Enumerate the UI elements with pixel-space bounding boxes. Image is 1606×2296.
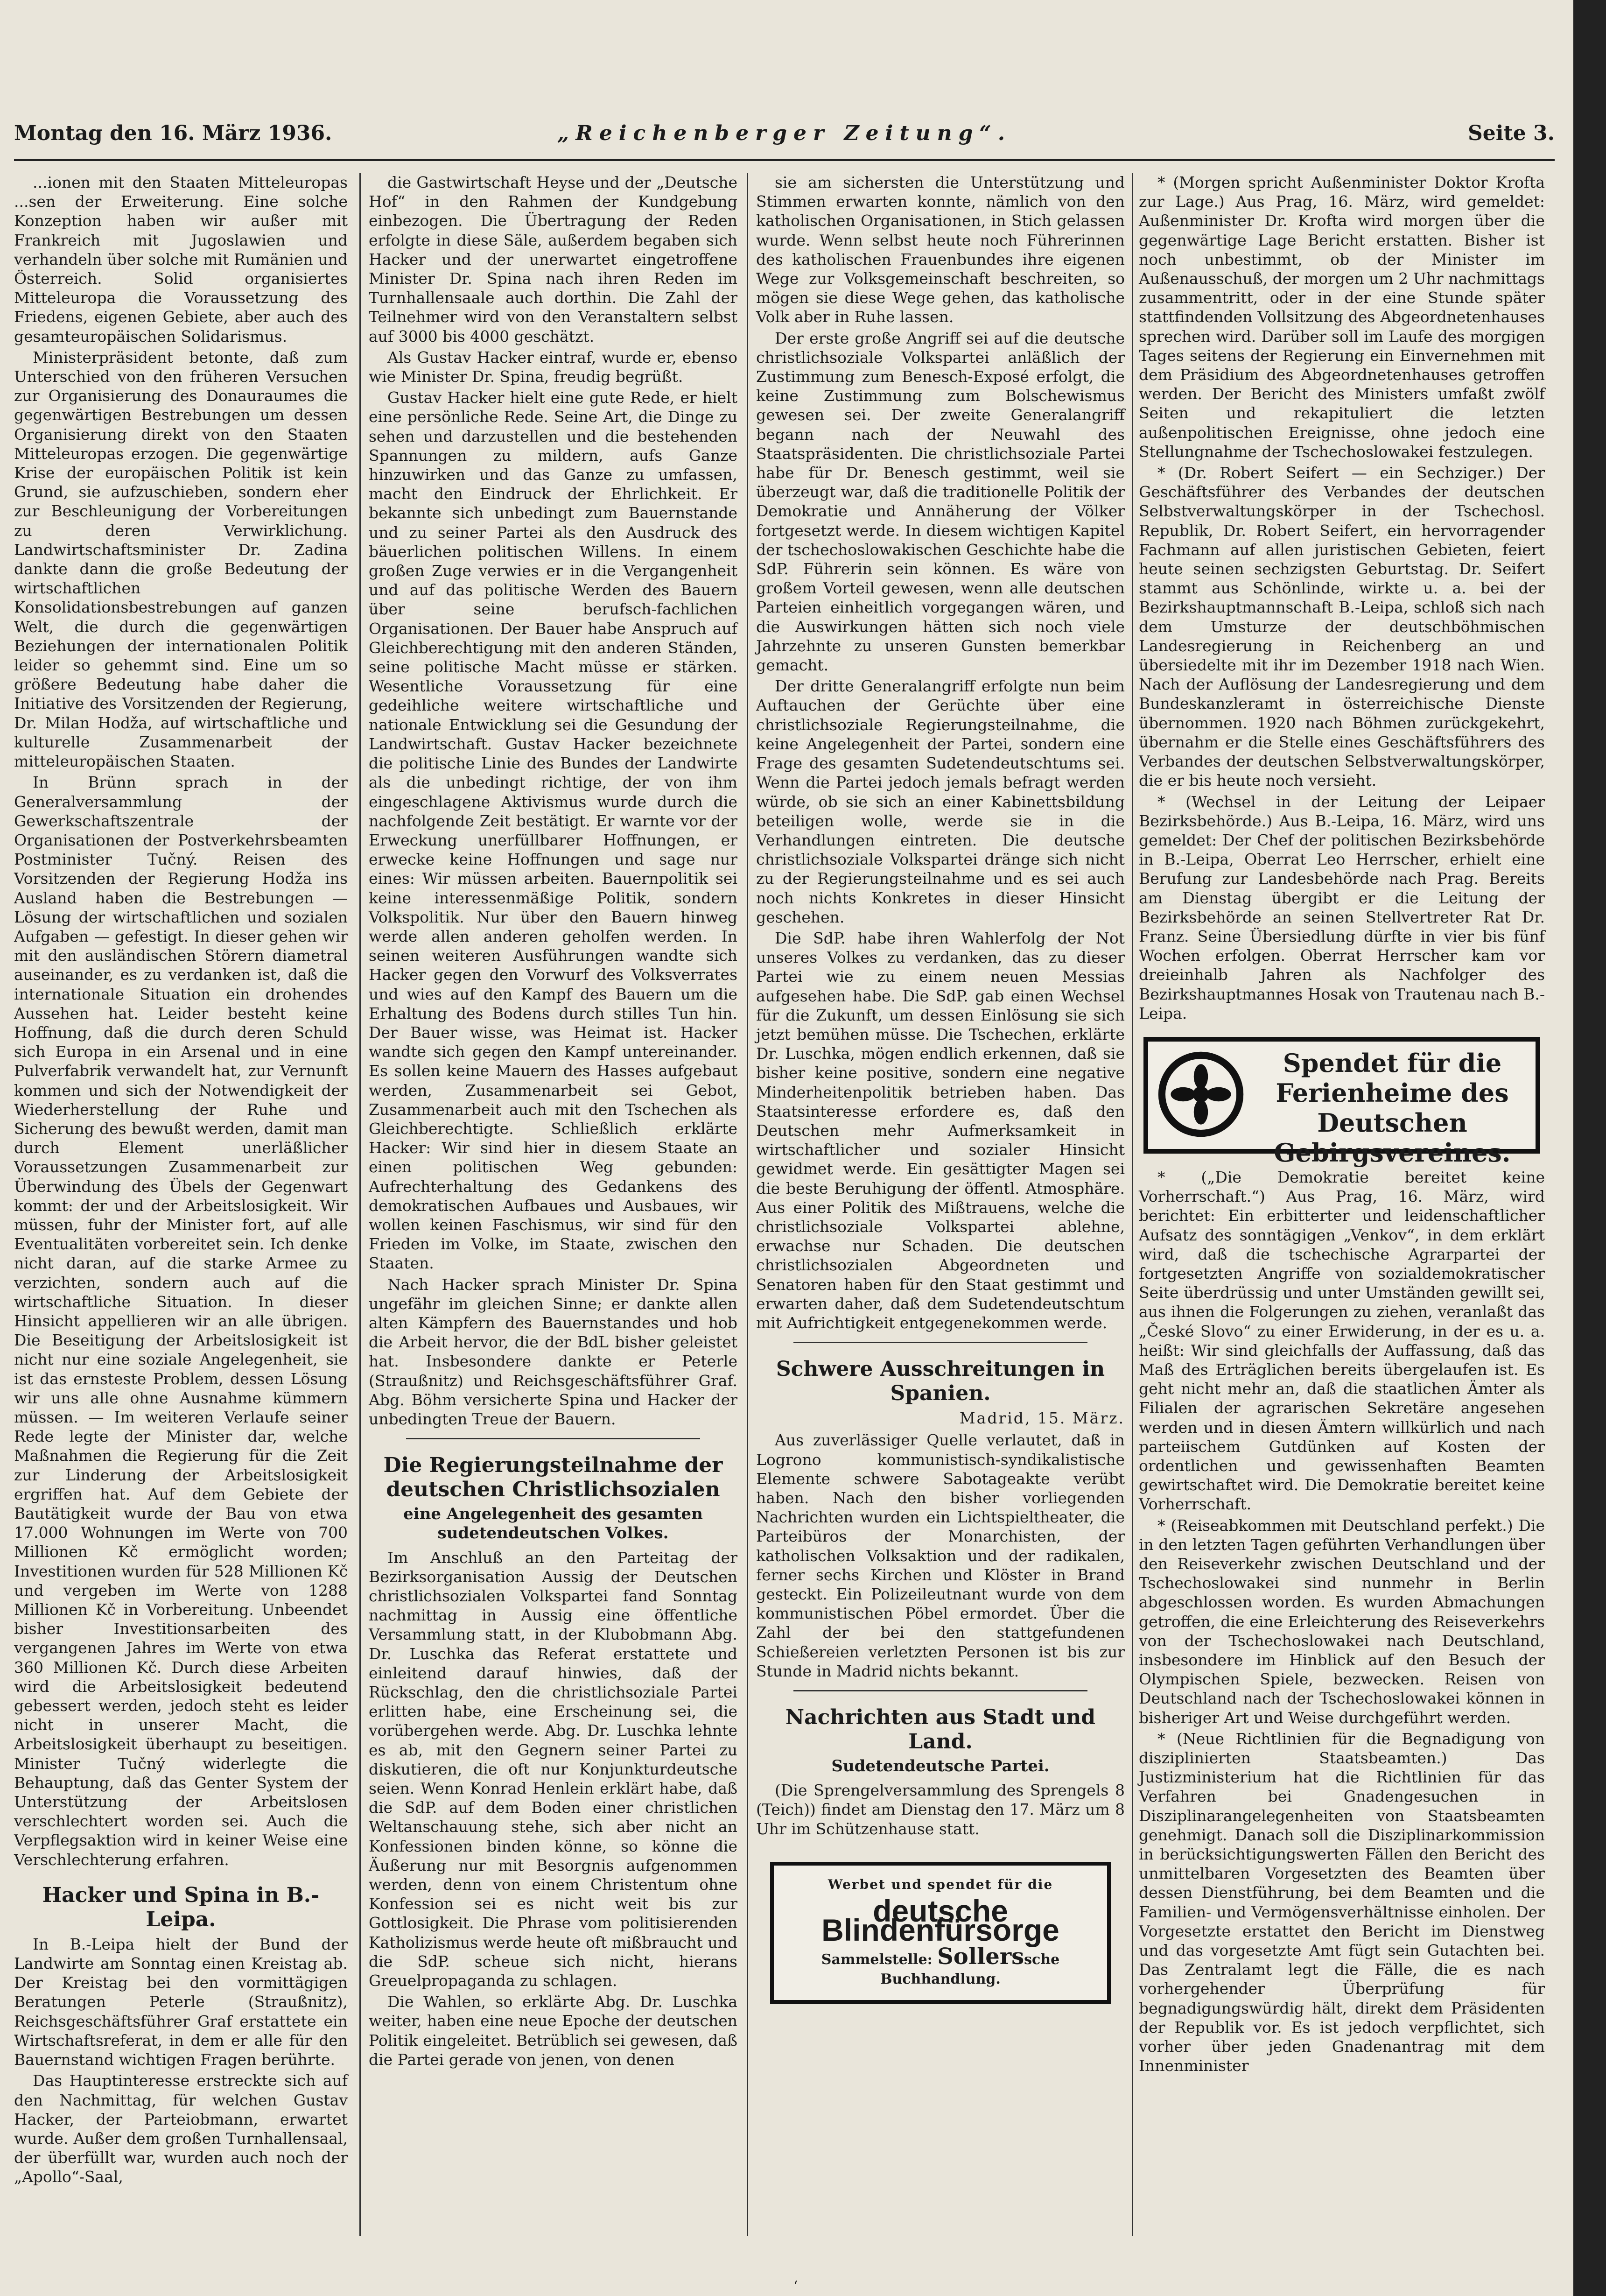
article-paragraph: Ministerpräsident betonte, daß zum Unterschied von den früheren Versuchen zur Organisierung des Donauraumes die gegenwärtigen Bestrebungen um dessen Organisierung direkt von den Staaten Mitteleuropas erzogen. Die gegenwärtige Krise der europäischen Politik ist kein Grund, sie aufzuschieben, sondern eher zur Beschleunigung der Vorbereitungen zu deren Verwirklichung. Landwirtschaftsminister Dr. Zadina dankte dann die große Bedeutung der wirtschaftlichen Konsolidationsbestrebungen auf ganzen Welt, die durch die gegenwärtigen Beziehungen der internationalen Politik leider so gehemmt sind. Eine um so größere Bedeutung habe daher die Initiative des Vorsitzenden der Regierung, Dr. Milan Hodža, auf wirtschaftliche und kulturelle Zusammenarbeit der mitteleuropäischen Staaten. [14, 348, 348, 771]
article-paragraph: die Gastwirtschaft Heyse und der „Deutsche Hof“ in den Rahmen der Kundgebung einbezogen. Die Übertragung der Reden erfolgte in diese Säle, außerdem begaben sich Hacker und der unerwartet eingetroffene Minister Dr. Spina nach ihren Reden im Turnhallensaale auch dorthin. Die Zahl der Teilnehmer wird von den Veranstaltern selbst auf 3000 bis 4000 geschätzt. [369, 173, 737, 345]
article-paragraph: Der dritte Generalangriff erfolgte nun beim Auftauchen der Gerüchte über eine christlichsoziale Regierungsteilnahme, die keine Angelegenheit der Partei, sondern eine Frage des gesamten Sudetendeutschtums sei. Wenn die Partei jedoch jemals befragt werden würde, ob sie sich an einer Kabinettsbildung beteiligen wolle, werde sie in die Verhandlungen eintreten. Die deutsche christlichsoziale Volkspartei dränge sich nicht zu der Regierungsteilnahme und es sei auch noch nichts Konkretes in dieser Hinsicht geschehen. [756, 677, 1125, 926]
news-item: * („Die Demokratie bereitet keine Vorherrschaft.“) Aus Prag, 16. März, wird berichtet: Ein erbitterter und leidenschaftlicher Aufsatz des sonntägigen „Venkov“, in dem erklärt wird, daß die tschechische Agrarpartei der fortgesetzten Angriffe von sozialdemokratischer Seite überdrüssig und unter Umständen gewillt sei, aus ihnen die Folgerungen zu ziehen, veranlaßt das „České Slovo“ zu einer Erwiderung, in der es u. a. heißt: Wir sind gleichfalls der Auffassung, daß das Maß des Erträglichen bereits übergelaufen ist. Es geht nicht mehr an, daß die staatlichen Ämter als Filialen der agrarischen Sekretäre angesehen werden und in diesen Ämtern willkürlich und nach parteiischem Gutdünken auf Kosten der ordentlichen und gewissenhaften Beamten gewirtschaftet wird. Die Demokratie bereitet keine Vorherrschaft. [1139, 1168, 1545, 1514]
article-paragraph: Nach Hacker sprach Minister Dr. Spina ungefähr im gleichen Sinne; er dankte allen alten Kämpfern des Bauernstandes und hob die Arbeit hervor, die der BdL bisher geleistet hat. Insbesondere dankte er Peterle (Straußnitz) und Reichsgeschäftsführer Graf. Abg. Böhm versicherte Spina und Hacker der unbedingten Treue der Bauern. [369, 1275, 737, 1428]
ad-footer [783, 1944, 1098, 1988]
article-paragraph: ...ionen mit den Staaten Mitteleuropas ...sen der Erweiterung. Eine solche Konzeption haben wir außer mit Frankreich mit Jugoslawien und verhandeln über solche mit Rumänien und Österreich. Solid organisiertes Mitteleuropa die Voraussetzung des Friedens, eigenen Gebiete, aber auch des gesamteuropäischen Solidarismus. [14, 173, 348, 345]
column-rule [359, 173, 361, 2236]
article-paragraph: Die SdP. habe ihren Wahlerfolg der Not unseres Volkes zu verdanken, das zu dieser Partei wie zu einem neuen Messias aufgesehen habe. Die SdP. gab einen Wechsel für die Zukunft, um dessen Einlösung sie sich jetzt bemühen müsse. Die Tschechen, erklärte Dr. Luschka, mögen endlich erkennen, daß sie bisher keine positive, sondern eine negative Minderheitenpolitik betrieben haben. Das Staatsinteresse erfordere es, daß den Deutschen mehr Aufmerksamkeit in wirtschaftlicher und sozialer Hinsicht gewidmet werde. Ein gesättigter Magen sei die beste Beruhigung der öffentl. Atmosphäre. Aus einer Politik des Mißtrauens, welche die christlichsoziale Volkspartei ablehne, erwachse nur Schaden. Die deutschen christlichsozialen Abgeordneten und Senatoren haben für den Staat gestimmt und erwarten daher, daß dem Sudetendeutschtum mit Aufrichtigkeit entgegenekommen werde. [756, 929, 1125, 1332]
ad-shop-name: Sollers [937, 1944, 1024, 1970]
article-paragraph: Aus zuverlässiger Quelle verlautet, daß in Logrono kommunistisch-syndikalistische Elemente schwere Sabotageakte verübt haben. Nach den bisher vorliegenden Nachrichten wurden ein Lichtspieltheater, die Parteibüros der Monarchisten, der katholischen Volksaktion und der radikalen, ferner sechs Kirchen und Klöster in Brand gesteckt. Ein Polizeileutnant wurde von dem kommunistischen Pöbel ermordet. Über die Zahl der bei den stattgefundenen Schießereien verletzten Personen ist bis zur Stunde in Madrid nichts bekannt. [756, 1431, 1125, 1680]
divider [406, 1438, 700, 1439]
page-header [14, 117, 1555, 161]
ad-shop-suffix: sche Buchhandlung. [880, 1951, 1060, 1987]
footer-mark: ‘ [793, 2278, 798, 2295]
article-paragraph: Als Gustav Hacker eintraf, wurde er, ebenso wie Minister Dr. Spina, freudig begrüßt. [369, 348, 737, 386]
news-item: * (Morgen spricht Außenminister Doktor Krofta zur Lage.) Aus Prag, 16. März, wird gemeldet: Außenminister Dr. Krofta wird morgen über die gegenwärtige Lage Bericht erstatten. Bisher ist noch unbestimmt, ob der Minister im Außenausschuß, der morgen um 2 Uhr nachmittags zusammentritt, oder in der eine Stunde später stattfindenden Vollsitzung des Abgeordnetenhauses sprechen wird. Darüber soll im Laufe des morgigen Tages seitens der Regierung ein Einvernehmen mit dem Präsidium des Abgeordnetenhauses getroffen werden. Der Bericht des Ministers umfaßt zwölf Seiten und rekapituliert die letzten außenpolitischen Ereignisse, ohne jedoch eine Stellungnahme der Tschechoslowakei festzulegen. [1139, 173, 1545, 461]
divider [793, 1690, 1087, 1691]
page-number: Seite 3. [1467, 121, 1555, 145]
article-title: Hacker und Spina in B.-Leipa. [42, 1883, 320, 1931]
article-paragraph: Das Hauptinteresse erstreckte sich auf den Nachmittag, für welchen Gustav Hacker, der Parteiobmann, erwartet wurde. Außer dem großen Turnhallensaal, der überfüllt war, wurden auch noch der „Apollo“-Saal, [14, 2071, 348, 2186]
column-3 [756, 173, 1125, 2004]
column-2 [369, 173, 737, 2071]
section-title: Nachrichten aus Stadt und Land. [785, 1705, 1096, 1754]
divider [793, 1342, 1087, 1343]
article-paragraph: sie am sichersten die Unterstützung und Stimmen erwarten konnte, nämlich von den katholischen Organisationen, in Stich gelassen wurde. Wenn selbst heute noch Führerinnen des katholischen Frauenbundes ihre eigenen Wege zur Volksgemeinschaft beschreiten, so mögen sie diese Wege gehen, das katholische Volk aber in Ruhe lassen. [756, 173, 1125, 326]
article-paragraph: In Brünn sprach in der Generalversammlung der Gewerkschaftszentrale der Organisationen der Postverkehrsbeamten Postminister Tučný. Reisen des Vorsitzenden der Regierung Hodža ins Ausland haben die Bestrebungen — Lösung der wirtschaftlichen und sozialen Aufgaben — gefestigt. In dieser gehen wir mit den ausländischen Störern diametral auseinander, es zu verdanken ist, daß die internationale Situation ein drohendes Aussehen hat. Leider besteht keine Hoffnung, daß die durch deren Schuld sich Europa in ein Arsenal und in eine Pulverfabrik verwandelt hat, zur Vernunft kommen und sich der Notwendigkeit der Wiederherstellung der Ruhe und Sicherung des bewußt werden, damit man durch Element unerläßlicher Voraussetzungen Zusammenarbeit zur Überwindung des Übels der Gegenwart kommt: der und der Arbeitslosigkeit. Wir müssen, fuhr der Minister fort, auf alle Eventualitäten vorbereitet sein. Ich denke nicht daran, auf die starke Armee zu verzichten, sondern auch auf die wirtschaftliche Situation. In dieser Hinsicht appellieren wir an alle übrigen. Die Beseitigung der Arbeitslosigkeit ist nicht nur eine soziale Angelegenheit, sie ist das ernsteste Problem, dessen Lösung wir uns alle ohne Ausnahme kümmern müssen. — Im weiteren Verlaufe seiner Rede legte der Minister dar, welche Maßnahmen die Regierung für die Zeit zur Linderung der Arbeitslosigkeit ergriffen hat. Auf dem Gebiete der Bautätigkeit wurde der Bau von etwa 17.000 Wohnungen im Werte von 700 Millionen Kč ermöglicht worden; Investitionen wurden für 528 Millionen Kč und vergeben im Werte von 1288 Millionen Kč in Vorbereitung. Unbeendet bisher Investitionsarbeiten des vergangenen Jahres im Werte von etwa 360 Millionen Kč. Durch diese Arbeiten wird die Arbeitslosigkeit bedeutend gebessert werden, jedoch steht es leider nicht in unserer Macht, die Arbeitslosigkeit überhaupt zu beseitigen. Minister Tučný widerlegte die Behauptung, daß das Genter System der Unterstützung der Arbeitslosen verschlechtert worden sei. Auch die Verpflegsaktion wird in keiner Weise eine Verschlechterung erfahren. [14, 773, 348, 1869]
scan-edge [1573, 0, 1606, 2296]
news-item: * (Neue Richtlinien für die Begnadigung von disziplinierten Staatsbeamten.) Das Justizministerium hat die Richtlinien für das Verfahren bei Gnadengesuchen in Disziplinarangelegenheiten von Staatsbeamten genehmigt. Danach soll die Disziplinarkommission in berücksichtigungswerten Fällen den Bericht des unmittelbaren Vorgesetzten des Beamten über dessen Dienstführung, bei dem Beamten und die Familien- und Vermögensverhältnisse einholen. Der Vorgesetzte erstattet den Bericht im Dienstweg und das vorgesetzte Amt fügt sein Gutachten bei. Das Zentralamt legt die Fälle, die es nach vorhergehender Überprüfung für begnadigungswürdig hält, direkt dem Präsidenten der Republik vor. Es ist jedoch verpflichtet, sich vorher über jeden Gnadenantrag mit dem Innenminister [1139, 1729, 1545, 2075]
article-paragraph: Im Anschluß an den Parteitag der Bezirksorganisation Aussig der Deutschen christlichsozialen Volkspartei fand Sonntag nachmittag in Aussig eine öffentliche Versammlung statt, in der Klubobmann Abg. Dr. Luschka das Referat erstattete und einleitend darauf hinwies, daß der Rückschlag, den die christlichsoziale Partei erlitten habe, eine Erscheinung sei, die vorübergehen werde. Abg. Dr. Luschka lehnte es ab, mit den Gegnern seiner Partei zu diskutieren, die oft nur Konjunkturdeutsche seien. Wenn Konrad Henlein erklärt habe, daß die SdP. auf dem Boden einer christlichen Weltanschauung stehe, sich aber nicht an Konfessionen binden könne, so könne die Äußerung nur mit Besorgnis aufgenommen werden, denn von einem Christentum ohne Konfession sei es nicht weit bis zur Gottlosigkeit. Die Phrase vom politisierenden Katholizismus werde heute oft mißbraucht und die SdP. scheue sich nicht, hierans Greuelpropaganda zu schlagen. [369, 1548, 737, 1990]
advertisement-blindenfuersorge [770, 1862, 1111, 2004]
article-title: Die Regierungsteilnahme der deutschen Christlichsozialen [383, 1453, 723, 1502]
ad-label: Sammelstelle: [821, 1951, 933, 1968]
article-title: Schwere Ausschreitungen in Spanien. [776, 1357, 1105, 1406]
article-paragraph: In B.-Leipa hielt der Bund der Landwirte am Sonntag einen Kreistag ab. Der Kreistag bei den vormittägigen Beratungen Peterle (Straußnitz), Reichsgeschäftsführer Graf erstattete ein Wirtschaftsreferat, in dem er alle für den Bauernstand wichtigen Fragen berührte. [14, 1935, 348, 2069]
ad-text: Spendet für die Ferienheime des Deutschen Gebirgsvereines. [1274, 1048, 1511, 1168]
article-paragraph: Der erste große Angriff sei auf die deutsche christlichsoziale Volkspartei anläßlich der Zustimmung zum Benesch-Exposé erfolgt, die keine Zustimmung zum Bolschewismus gewesen sei. Der zweite Generalangriff begann nach der Neuwahl des Staatspräsidenten. Die christlichsoziale Partei habe für Dr. Benesch gestimmt, weil sie überzeugt war, daß die traditionelle Politik der Demokratie und Annäherung der Völker fortgesetzt werde. In diesem wichtigen Kapitel der tschechoslowakischen Geschichte habe die SdP. Führerin sein können. Es wäre von großem Vorteil gewesen, wenn alle deutschen Parteien einheitlich vorgegangen wären, und die Auswirkungen hätten sich noch viele Jahrzehnte zu unseren Gunsten bemerkbar gemacht. [756, 329, 1125, 675]
section-subtitle: Sudetendeutsche Partei. [831, 1757, 1050, 1776]
article-paragraph: Die Wahlen, so erklärte Abg. Dr. Luschka weiter, haben eine neue Epoche der deutschen Politik eingeleitet. Betrüblich sei gewesen, daß die Partei gerade von jenen, von denen [369, 1993, 737, 2069]
column-rule [747, 173, 748, 2236]
news-item: * (Wechsel in der Leitung der Leipaer Bezirksbehörde.) Aus B.-Leipa, 16. März, wird uns gemeldet: Der Chef der politischen Bezirksbehörde in B.-Leipa, Oberrat Leo Herrscher, erhielt eine Berufung zur Landesbehörde nach Prag. Bereits am Dienstag übergibt er die Leitung der Bezirksbehörde an seinen Stellvertreter Rat Dr. Franz. Seine Übersiedlung dürfte in vier bis fünf Wochen erfolgen. Oberrat Herrscher kam vor dreieinhalb Jahren als Nachfolger des Bezirkshauptmannes Hosak von Trautenau nach B.-Leipa. [1139, 792, 1545, 1022]
article-subtitle: eine Angelegenheit des gesamten sudetendeutschen Volkes. [403, 1505, 703, 1543]
column-rule [1132, 173, 1133, 2236]
column-4 [1139, 173, 1545, 2077]
news-item: * (Reiseabkommen mit Deutschland perfekt.) Die in den letzten Tagen geführten Verhandlungen über den Reiseverkehr zwischen Deutschland und der Tschechoslowakei sind nunmehr in Berlin abgeschlossen worden. Es wurden Abmachungen getroffen, die eine Erleichterung des Reiseverkehrs von der Tschechoslowakei nach Deutschland, insbesondere im Hinblick auf den Besuch der Olympischen Spiele, bezwecken. Reisen von Deutschland nach der Tschechoslowakei können in bisheriger Art und Weise durchgeführt werden. [1139, 1516, 1545, 1727]
ad-headline: deutsche Blindenfürsorge [821, 1894, 1059, 1948]
edelweiss-emblem-icon [1157, 1050, 1245, 1139]
article-paragraph: Gustav Hacker hielt eine gute Rede, er hielt eine persönliche Rede. Seine Art, die Dinge zu sehen und darzustellen und die bestehenden Spannungen zu mildern, aufs Ganze hinzuwirken und das Ganze zu umfassen, macht den Eindruck der Ehrlichkeit. Er bekannte sich unbedingt zum Bauernstande und zu seiner Partei als den Ausdruck des bäuerlichen politischen Willens. In einem großen Zuge verwies er in die Vergangenheit und auf das politische Werden des Bauern über seine berufsch-fachlichen Organisationen. Der Bauer habe Anspruch auf Gleichberechtigung mit den anderen Ständen, seine politische Macht müsse er stärken. Wesentliche Voraussetzung für eine gedeihliche weitere wirtschaftliche und nationale Entwicklung sei die Gesundung der Landwirtschaft. Gustav Hacker bezeichnete die politische Linie des Bundes der Landwirte als die unbedingt richtige, der von ihm eingeschlagene Aktivismus wurde durch die nachfolgende Zeit bestätigt. Er warnte vor der Erweckung unerfüllbarer Hoffnungen, er erwecke keine Hoffnungen und sage nur eines: Wir müssen arbeiten. Bauernpolitik sei keine interessenmäßige Politik, sondern Volkspolitik. Nur über den Bauern hinweg werde allen anderen geholfen werden. In seinen weiteren Ausführungen wandte sich Hacker gegen den Vorwurf des Volksverrates und wies auf den Kampf des Bauern um die Erhaltung des Bodens durch stilles Tun hin. Der Bauer wisse, was Heimat ist. Hacker wandte sich gegen den Kampf untereinander. Es sollen keine Mauern des Hasses aufgebaut werden, Zusammenarbeit sei Gebot, Zusammenarbeit auch mit den Tschechen als Gleichberechtigte. Schließlich erklärte Hacker: Wir sind hier in diesem Staate an einen politischen Weg gebunden: Aufrechterhaltung des Gedankens des demokratischen Aufbaues und Ausbaues, wir wollen keinen Faschismus, wir sind für den Frieden im Volke, im Staate, zwischen den Staaten. [369, 388, 737, 1273]
masthead-title: „Reichenberger Zeitung“. [557, 121, 1012, 145]
column-1 [14, 173, 348, 2189]
ad-line: Werbet und spendet für die [828, 1876, 1053, 1892]
header-date: Montag den 16. März 1936. [14, 121, 332, 145]
news-item: * (Dr. Robert Seifert — ein Sechziger.) Der Geschäftsführer des Verbandes der deutschen Selbstverwaltungskörper in der Tschechosl. Republik, Dr. Robert Seifert, ein hervorragender Fachmann auf allen juristischen Gebieten, feiert heute seinen sechzigsten Geburtstag. Dr. Seifert stammt aus Schönlinde, wirkte u. a. bei der Bezirkshauptmannschaft B.-Leipa, schloß sich nach dem Umsturze der deutschböhmischen Landesregierung in Reichenberg an und übersiedelte mit ihr im Dezember 1918 nach Wien. Nach der Auflösung der Landesregierung und dem Bundeskanzleramt in österreichische Dienste übernommen. 1920 nach Böhmen zurückgekehrt, übernahm er die Stelle eines Geschäftsführers des Verbandes der deutschen Selbstverwaltungskörper, die er bis heute noch versieht. [1139, 464, 1545, 790]
dateline: Madrid, 15. März. [959, 1409, 1125, 1428]
advertisement-ferienheime [1143, 1037, 1540, 1168]
article-paragraph: (Die Sprengelversammlung des Sprengels 8 (Teich)) findet am Dienstag den 17. März um 8 Uhr im Schützenhause statt. [756, 1781, 1125, 1838]
